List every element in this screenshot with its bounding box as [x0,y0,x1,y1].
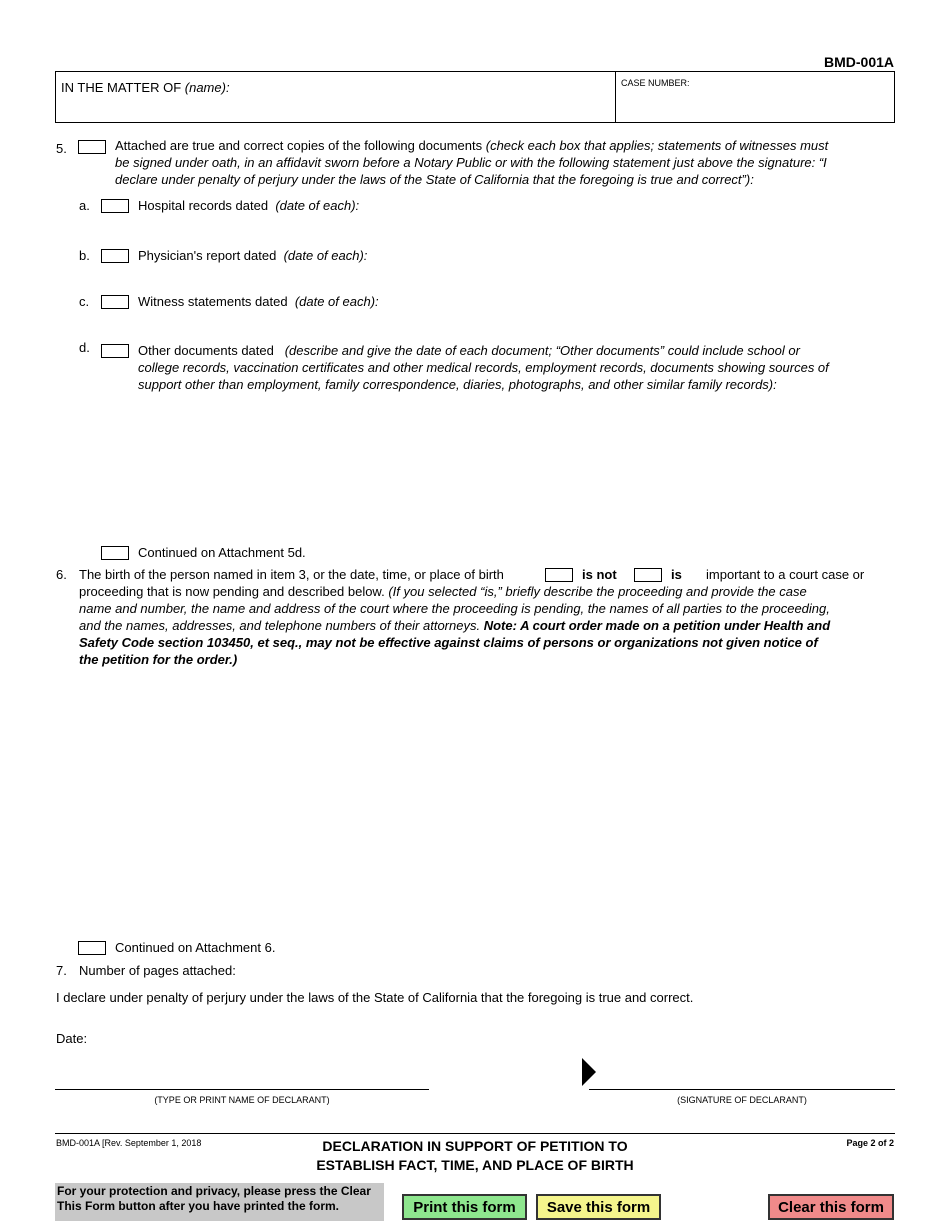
item6-is-not-label: is not [582,567,617,582]
item5c-checkbox[interactable] [101,295,129,309]
item5-note-line2: be signed under oath, in an affidavit sworn before a Notary Public or with the following statement just above the signature: “I [115,155,827,170]
declaration-text: I declare under penalty of perjury under the laws of the State of California that the foregoing is true and correct. [56,990,694,1005]
item6-line3: name and number, the name and address of the court where the proceeding is pending, the names of all parties to the proceeding, [79,601,830,616]
item5b-line [138,247,367,264]
item5a-label: Hospital records dated [138,198,269,213]
print-form-button[interactable]: Print this form [402,1194,527,1220]
privacy-note [55,1183,384,1221]
name-line[interactable] [55,1089,429,1090]
item5-text: Attached are true and correct copies of the following documents [115,138,483,153]
footer-form-rev: BMD-001A [Rev. September 1, 2018 [56,1138,202,1148]
item7-number: 7. [56,963,67,978]
item6-line4-bold: Note: A court order made on a petition under Health and [483,618,831,633]
item6-text1: The birth of the person named in item 3, or the date, time, or place of birth [79,567,504,582]
privacy-note-line1: For your protection and privacy, please press the Clear [57,1184,371,1198]
item5c-hint: (date of each): [294,294,379,309]
signature-caption: (SIGNATURE OF DECLARANT) [677,1095,807,1105]
item6-line2 [79,583,899,600]
item5-note-line1: (check each box that applies; statements of witnesses must [485,138,829,153]
item5c-label: Witness statements dated [138,294,288,309]
privacy-note-line2: This Form button after you have printed the form. [57,1199,340,1213]
item5-note-line3: declare under penalty of perjury under the laws of the State of California that the foregoing is true and correct”): [115,172,754,187]
item5d-hint-line2: college records, vaccination certificates and other medical records, employment records, documents showing sources of [138,360,829,375]
footer-page: Page 2 of 2 [846,1138,894,1148]
continued-5d-checkbox[interactable] [101,546,129,560]
footer-divider [55,1133,895,1134]
continued-6-label: Continued on Attachment 6. [115,940,276,955]
date-label: Date: [56,1031,88,1046]
item5c-letter: c. [79,294,90,309]
item5a-checkbox[interactable] [101,199,129,213]
item5a-line [138,197,359,214]
item6-line4-italic: and the names, addresses, and telephone numbers of their attorneys. [79,618,481,633]
item6-line6: the petition for the order.) [79,652,238,667]
item6-is-checkbox[interactable] [634,568,662,582]
item6-line4 [79,617,899,634]
matter-label: IN THE MATTER OF [61,80,182,95]
item5d-hint-line3: support other than employment, family correspondence, diaries, photographs, and other similar family records): [138,377,777,392]
continued-6-checkbox[interactable] [78,941,106,955]
item5b-label: Physician's report dated [138,248,277,263]
item5b-hint: (date of each): [283,248,368,263]
item5-text-line1 [115,137,895,154]
case-number-label[interactable]: CASE NUMBER: [621,78,690,88]
item5d-line1 [138,342,898,359]
item5d-checkbox[interactable] [101,344,129,358]
item5b-checkbox[interactable] [101,249,129,263]
continued-5d-label: Continued on Attachment 5d. [138,545,306,560]
item5-number: 5. [56,141,67,156]
save-form-button[interactable]: Save this form [536,1194,661,1220]
signature-line[interactable] [589,1089,895,1090]
form-id: BMD-001A [823,54,894,70]
signature-arrow-icon [582,1058,596,1086]
item5d-letter: d. [79,340,90,355]
matter-hint: (name): [184,80,230,95]
item5a-letter: a. [79,198,90,213]
name-caption: (TYPE OR PRINT NAME OF DECLARANT) [154,1095,330,1105]
matter-field[interactable] [61,80,230,95]
item6-is-not-checkbox[interactable] [545,568,573,582]
item5-checkbox[interactable] [78,140,106,154]
header-divider [615,72,616,122]
item6-line2-plain: proceeding that is now pending and described below. [79,584,385,599]
item5b-letter: b. [79,248,90,263]
footer-title-line2: ESTABLISH FACT, TIME, AND PLACE OF BIRTH [316,1157,634,1173]
item6-number: 6. [56,567,67,582]
clear-form-button[interactable]: Clear this form [768,1194,894,1220]
item6-line5: Safety Code section 103450, et seq., may not be effective against claims of persons or organizations not given notice of [79,635,818,650]
item5a-hint: (date of each): [275,198,360,213]
item6-line2-italic: (If you selected “is,” briefly describe the proceeding and provide the case [388,584,807,599]
item6-text2: important to a court case or [706,567,865,582]
footer-title-line1: DECLARATION IN SUPPORT OF PETITION TO [322,1138,628,1154]
item5d-label: Other documents dated [138,343,274,358]
item6-is-label: is [671,567,682,582]
item5c-line [138,293,379,310]
case-header [55,71,895,123]
item5d-hint-line1: (describe and give the date of each document; “Other documents” could include school or [284,343,800,358]
item7-text: Number of pages attached: [79,963,236,978]
